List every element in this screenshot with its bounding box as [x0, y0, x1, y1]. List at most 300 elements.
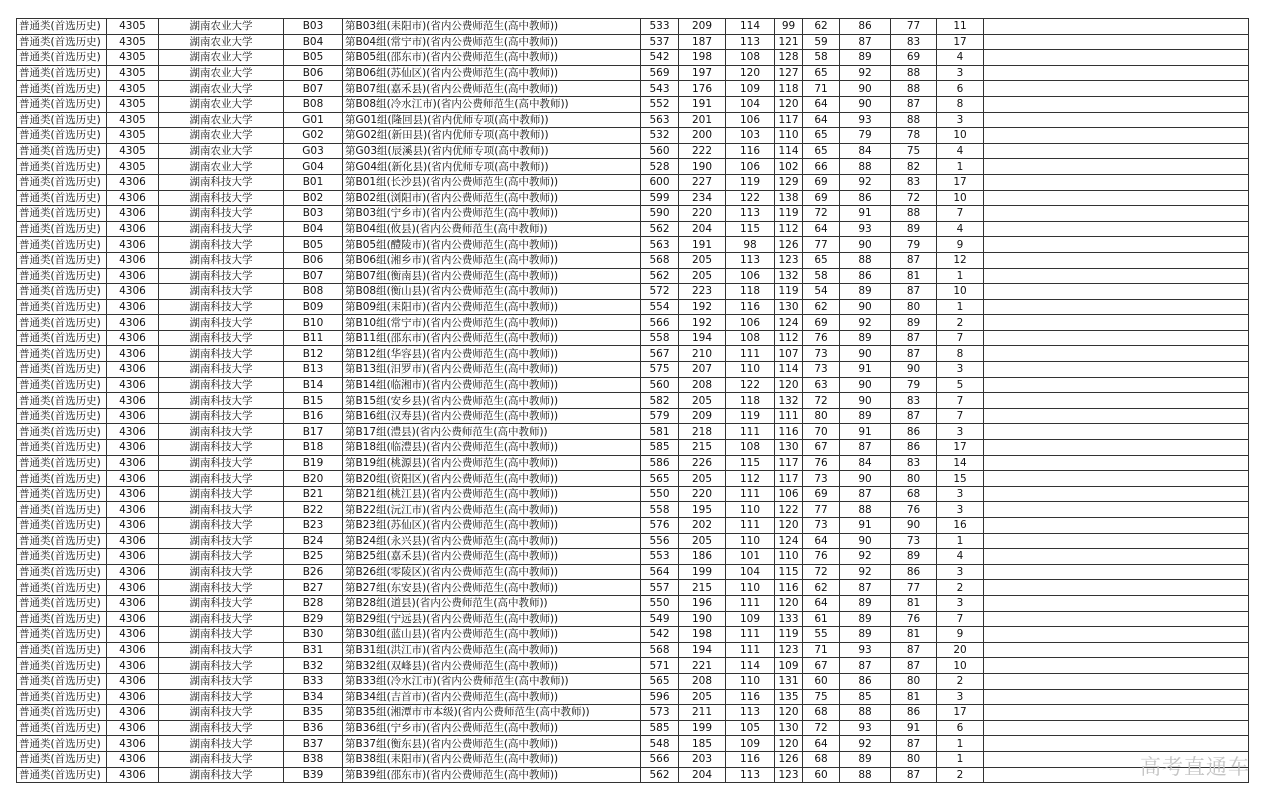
school-name-cell: 湖南科技大学: [159, 424, 284, 440]
group-code-cell: B31: [284, 642, 343, 658]
group-name-cell: 第B24组(永兴县)(省内公费师范生(高中教师)): [343, 533, 641, 549]
subject-d-cell: 89: [840, 751, 891, 767]
subject-a-cell: 118: [726, 284, 775, 300]
category-cell: 普通类(首选历史): [17, 96, 107, 112]
subject-b-cell: 106: [775, 486, 803, 502]
group-code-cell: B08: [284, 284, 343, 300]
subject-a-cell: 113: [726, 705, 775, 721]
subject-c-cell: 60: [803, 767, 840, 783]
subject-c-cell: 65: [803, 252, 840, 268]
subject-e-cell: 86: [891, 564, 937, 580]
school-code-cell: 4306: [107, 549, 159, 565]
rank-cell: 8: [937, 96, 984, 112]
school-name-cell: 湖南科技大学: [159, 455, 284, 471]
subject-c-cell: 77: [803, 237, 840, 253]
subject-d-cell: 87: [840, 440, 891, 456]
empty-cell: [984, 471, 1249, 487]
school-name-cell: 湖南科技大学: [159, 549, 284, 565]
rank-cell: 3: [937, 564, 984, 580]
empty-cell: [984, 455, 1249, 471]
group-name-cell: 第B22组(沅江市)(省内公费师范生(高中教师)): [343, 502, 641, 518]
chinese-math-cell: 198: [679, 627, 726, 643]
group-name-cell: 第B31组(洪江市)(省内公费师范生(高中教师)): [343, 642, 641, 658]
subject-b-cell: 124: [775, 533, 803, 549]
subject-c-cell: 69: [803, 486, 840, 502]
category-cell: 普通类(首选历史): [17, 595, 107, 611]
subject-c-cell: 65: [803, 143, 840, 159]
subject-e-cell: 80: [891, 299, 937, 315]
school-name-cell: 湖南科技大学: [159, 705, 284, 721]
total-score-cell: 582: [641, 393, 679, 409]
group-code-cell: B06: [284, 65, 343, 81]
subject-e-cell: 83: [891, 455, 937, 471]
total-score-cell: 556: [641, 533, 679, 549]
subject-d-cell: 89: [840, 330, 891, 346]
subject-a-cell: 105: [726, 720, 775, 736]
subject-b-cell: 120: [775, 377, 803, 393]
subject-b-cell: 123: [775, 767, 803, 783]
school-code-cell: 4306: [107, 533, 159, 549]
school-code-cell: 4306: [107, 751, 159, 767]
subject-b-cell: 130: [775, 720, 803, 736]
category-cell: 普通类(首选历史): [17, 237, 107, 253]
empty-cell: [984, 330, 1249, 346]
category-cell: 普通类(首选历史): [17, 689, 107, 705]
school-code-cell: 4305: [107, 50, 159, 66]
category-cell: 普通类(首选历史): [17, 642, 107, 658]
chinese-math-cell: 192: [679, 315, 726, 331]
table-row: [17, 424, 1249, 440]
subject-b-cell: 112: [775, 221, 803, 237]
subject-e-cell: 80: [891, 673, 937, 689]
subject-e-cell: 86: [891, 705, 937, 721]
subject-d-cell: 90: [840, 96, 891, 112]
school-code-cell: 4306: [107, 471, 159, 487]
school-name-cell: 湖南农业大学: [159, 128, 284, 144]
subject-a-cell: 111: [726, 595, 775, 611]
subject-e-cell: 90: [891, 362, 937, 378]
category-cell: 普通类(首选历史): [17, 174, 107, 190]
subject-e-cell: 75: [891, 143, 937, 159]
category-cell: 普通类(首选历史): [17, 362, 107, 378]
school-code-cell: 4306: [107, 362, 159, 378]
subject-e-cell: 80: [891, 471, 937, 487]
subject-b-cell: 126: [775, 237, 803, 253]
school-name-cell: 湖南科技大学: [159, 315, 284, 331]
subject-a-cell: 109: [726, 81, 775, 97]
subject-b-cell: 115: [775, 564, 803, 580]
group-name-cell: 第B36组(宁乡市)(省内公费师范生(高中教师)): [343, 720, 641, 736]
table-row: [17, 642, 1249, 658]
rank-cell: 10: [937, 190, 984, 206]
school-name-cell: 湖南科技大学: [159, 190, 284, 206]
table-row: [17, 658, 1249, 674]
rank-cell: 1: [937, 751, 984, 767]
subject-a-cell: 104: [726, 96, 775, 112]
total-score-cell: 553: [641, 549, 679, 565]
group-name-cell: 第B30组(蓝山县)(省内公费师范生(高中教师)): [343, 627, 641, 643]
empty-cell: [984, 393, 1249, 409]
category-cell: 普通类(首选历史): [17, 330, 107, 346]
subject-d-cell: 88: [840, 767, 891, 783]
subject-d-cell: 91: [840, 424, 891, 440]
table-row: [17, 330, 1249, 346]
school-code-cell: 4306: [107, 440, 159, 456]
school-code-cell: 4306: [107, 299, 159, 315]
category-cell: 普通类(首选历史): [17, 159, 107, 175]
group-name-cell: 第B10组(常宁市)(省内公费师范生(高中教师)): [343, 315, 641, 331]
subject-c-cell: 64: [803, 221, 840, 237]
empty-cell: [984, 486, 1249, 502]
category-cell: 普通类(首选历史): [17, 393, 107, 409]
chinese-math-cell: 205: [679, 252, 726, 268]
total-score-cell: 575: [641, 362, 679, 378]
subject-d-cell: 92: [840, 736, 891, 752]
subject-b-cell: 112: [775, 330, 803, 346]
group-name-cell: 第B21组(桃江县)(省内公费师范生(高中教师)): [343, 486, 641, 502]
subject-d-cell: 87: [840, 580, 891, 596]
subject-a-cell: 113: [726, 767, 775, 783]
subject-e-cell: 87: [891, 330, 937, 346]
category-cell: 普通类(首选历史): [17, 34, 107, 50]
total-score-cell: 528: [641, 159, 679, 175]
subject-c-cell: 64: [803, 112, 840, 128]
group-name-cell: 第B04组(常宁市)(省内公费师范生(高中教师)): [343, 34, 641, 50]
group-name-cell: 第B05组(邵东市)(省内公费师范生(高中教师)): [343, 50, 641, 66]
school-name-cell: 湖南农业大学: [159, 159, 284, 175]
school-code-cell: 4305: [107, 112, 159, 128]
subject-d-cell: 92: [840, 564, 891, 580]
subject-a-cell: 109: [726, 736, 775, 752]
chinese-math-cell: 198: [679, 50, 726, 66]
total-score-cell: 563: [641, 237, 679, 253]
subject-c-cell: 66: [803, 159, 840, 175]
rank-cell: 7: [937, 206, 984, 222]
total-score-cell: 552: [641, 96, 679, 112]
school-name-cell: 湖南科技大学: [159, 299, 284, 315]
school-name-cell: 湖南科技大学: [159, 627, 284, 643]
chinese-math-cell: 194: [679, 642, 726, 658]
subject-b-cell: 133: [775, 611, 803, 627]
subject-d-cell: 88: [840, 705, 891, 721]
group-code-cell: B26: [284, 564, 343, 580]
table-row: [17, 346, 1249, 362]
school-code-cell: 4306: [107, 393, 159, 409]
category-cell: 普通类(首选历史): [17, 221, 107, 237]
empty-cell: [984, 440, 1249, 456]
school-code-cell: 4306: [107, 658, 159, 674]
subject-d-cell: 91: [840, 362, 891, 378]
group-code-cell: B07: [284, 81, 343, 97]
empty-cell: [984, 268, 1249, 284]
table-row: [17, 502, 1249, 518]
school-code-cell: 4305: [107, 34, 159, 50]
rank-cell: 7: [937, 611, 984, 627]
subject-a-cell: 112: [726, 471, 775, 487]
subject-b-cell: 117: [775, 471, 803, 487]
group-code-cell: B30: [284, 627, 343, 643]
total-score-cell: 549: [641, 611, 679, 627]
empty-cell: [984, 284, 1249, 300]
chinese-math-cell: 234: [679, 190, 726, 206]
rank-cell: 3: [937, 424, 984, 440]
rank-cell: 17: [937, 174, 984, 190]
subject-d-cell: 90: [840, 81, 891, 97]
school-name-cell: 湖南科技大学: [159, 252, 284, 268]
category-cell: 普通类(首选历史): [17, 720, 107, 736]
subject-d-cell: 89: [840, 50, 891, 66]
subject-d-cell: 93: [840, 642, 891, 658]
table-row: [17, 408, 1249, 424]
subject-b-cell: 130: [775, 299, 803, 315]
subject-e-cell: 76: [891, 611, 937, 627]
subject-a-cell: 113: [726, 252, 775, 268]
group-code-cell: B22: [284, 502, 343, 518]
empty-cell: [984, 143, 1249, 159]
school-code-cell: 4306: [107, 330, 159, 346]
subject-c-cell: 72: [803, 720, 840, 736]
total-score-cell: 562: [641, 268, 679, 284]
subject-e-cell: 79: [891, 237, 937, 253]
empty-cell: [984, 580, 1249, 596]
school-name-cell: 湖南科技大学: [159, 658, 284, 674]
total-score-cell: 568: [641, 642, 679, 658]
subject-c-cell: 59: [803, 34, 840, 50]
subject-b-cell: 111: [775, 408, 803, 424]
table-row: [17, 751, 1249, 767]
subject-b-cell: 120: [775, 595, 803, 611]
subject-e-cell: 88: [891, 206, 937, 222]
subject-e-cell: 81: [891, 268, 937, 284]
school-name-cell: 湖南科技大学: [159, 595, 284, 611]
school-name-cell: 湖南科技大学: [159, 751, 284, 767]
subject-e-cell: 81: [891, 595, 937, 611]
subject-b-cell: 117: [775, 112, 803, 128]
chinese-math-cell: 196: [679, 595, 726, 611]
table-row: [17, 533, 1249, 549]
total-score-cell: 572: [641, 284, 679, 300]
subject-d-cell: 86: [840, 268, 891, 284]
table-row: [17, 549, 1249, 565]
table-row: [17, 595, 1249, 611]
group-code-cell: B19: [284, 455, 343, 471]
category-cell: 普通类(首选历史): [17, 346, 107, 362]
subject-b-cell: 120: [775, 96, 803, 112]
subject-d-cell: 89: [840, 595, 891, 611]
group-code-cell: B15: [284, 393, 343, 409]
subject-e-cell: 69: [891, 50, 937, 66]
empty-cell: [984, 642, 1249, 658]
group-code-cell: B08: [284, 96, 343, 112]
subject-c-cell: 73: [803, 346, 840, 362]
group-name-cell: 第B01组(长沙县)(省内公费师范生(高中教师)): [343, 174, 641, 190]
subject-d-cell: 86: [840, 190, 891, 206]
category-cell: 普通类(首选历史): [17, 377, 107, 393]
school-code-cell: 4306: [107, 627, 159, 643]
chinese-math-cell: 205: [679, 533, 726, 549]
subject-a-cell: 110: [726, 673, 775, 689]
school-name-cell: 湖南科技大学: [159, 767, 284, 783]
empty-cell: [984, 299, 1249, 315]
chinese-math-cell: 207: [679, 362, 726, 378]
table-row: [17, 440, 1249, 456]
school-name-cell: 湖南科技大学: [159, 393, 284, 409]
rank-cell: 10: [937, 658, 984, 674]
category-cell: 普通类(首选历史): [17, 767, 107, 783]
school-code-cell: 4306: [107, 564, 159, 580]
school-name-cell: 湖南农业大学: [159, 96, 284, 112]
category-cell: 普通类(首选历史): [17, 128, 107, 144]
rank-cell: 10: [937, 128, 984, 144]
rank-cell: 1: [937, 159, 984, 175]
school-code-cell: 4306: [107, 705, 159, 721]
total-score-cell: 564: [641, 564, 679, 580]
subject-a-cell: 115: [726, 455, 775, 471]
school-code-cell: 4306: [107, 408, 159, 424]
subject-a-cell: 114: [726, 19, 775, 35]
chinese-math-cell: 204: [679, 221, 726, 237]
total-score-cell: 565: [641, 673, 679, 689]
subject-a-cell: 113: [726, 206, 775, 222]
subject-a-cell: 122: [726, 190, 775, 206]
school-code-cell: 4306: [107, 190, 159, 206]
table-row: [17, 736, 1249, 752]
subject-e-cell: 80: [891, 751, 937, 767]
table-row: [17, 221, 1249, 237]
table-row: [17, 268, 1249, 284]
school-name-cell: 湖南农业大学: [159, 50, 284, 66]
group-code-cell: B13: [284, 362, 343, 378]
total-score-cell: 567: [641, 346, 679, 362]
subject-c-cell: 72: [803, 393, 840, 409]
school-code-cell: 4306: [107, 642, 159, 658]
group-name-cell: 第B39组(邵东市)(省内公费师范生(高中教师)): [343, 767, 641, 783]
subject-e-cell: 89: [891, 549, 937, 565]
rank-cell: 15: [937, 471, 984, 487]
subject-c-cell: 62: [803, 299, 840, 315]
total-score-cell: 560: [641, 143, 679, 159]
subject-e-cell: 81: [891, 689, 937, 705]
total-score-cell: 542: [641, 627, 679, 643]
rank-cell: 2: [937, 580, 984, 596]
rank-cell: 10: [937, 284, 984, 300]
school-code-cell: 4306: [107, 315, 159, 331]
group-code-cell: G02: [284, 128, 343, 144]
chinese-math-cell: 186: [679, 549, 726, 565]
school-code-cell: 4306: [107, 252, 159, 268]
total-score-cell: 542: [641, 50, 679, 66]
chinese-math-cell: 208: [679, 673, 726, 689]
subject-e-cell: 73: [891, 533, 937, 549]
category-cell: 普通类(首选历史): [17, 206, 107, 222]
subject-d-cell: 91: [840, 206, 891, 222]
rank-cell: 16: [937, 518, 984, 534]
subject-e-cell: 87: [891, 767, 937, 783]
subject-b-cell: 120: [775, 736, 803, 752]
category-cell: 普通类(首选历史): [17, 424, 107, 440]
rank-cell: 3: [937, 595, 984, 611]
rank-cell: 3: [937, 65, 984, 81]
subject-c-cell: 55: [803, 627, 840, 643]
subject-d-cell: 88: [840, 159, 891, 175]
subject-c-cell: 67: [803, 658, 840, 674]
subject-e-cell: 72: [891, 190, 937, 206]
empty-cell: [984, 627, 1249, 643]
total-score-cell: 573: [641, 705, 679, 721]
school-name-cell: 湖南科技大学: [159, 471, 284, 487]
rank-cell: 3: [937, 362, 984, 378]
category-cell: 普通类(首选历史): [17, 705, 107, 721]
school-name-cell: 湖南科技大学: [159, 221, 284, 237]
subject-c-cell: 65: [803, 65, 840, 81]
table-row: [17, 206, 1249, 222]
subject-d-cell: 87: [840, 34, 891, 50]
group-code-cell: B38: [284, 751, 343, 767]
school-name-cell: 湖南农业大学: [159, 34, 284, 50]
subject-a-cell: 106: [726, 315, 775, 331]
empty-cell: [984, 549, 1249, 565]
subject-b-cell: 132: [775, 393, 803, 409]
total-score-cell: 586: [641, 455, 679, 471]
rank-cell: 9: [937, 237, 984, 253]
subject-e-cell: 87: [891, 96, 937, 112]
total-score-cell: 596: [641, 689, 679, 705]
subject-b-cell: 120: [775, 705, 803, 721]
subject-c-cell: 67: [803, 440, 840, 456]
chinese-math-cell: 210: [679, 346, 726, 362]
category-cell: 普通类(首选历史): [17, 268, 107, 284]
group-name-cell: 第B09组(耒阳市)(省内公费师范生(高中教师)): [343, 299, 641, 315]
subject-b-cell: 128: [775, 50, 803, 66]
empty-cell: [984, 81, 1249, 97]
chinese-math-cell: 215: [679, 580, 726, 596]
subject-a-cell: 98: [726, 237, 775, 253]
subject-b-cell: 135: [775, 689, 803, 705]
subject-d-cell: 88: [840, 252, 891, 268]
rank-cell: 17: [937, 705, 984, 721]
table-row: [17, 81, 1249, 97]
school-name-cell: 湖南科技大学: [159, 642, 284, 658]
subject-e-cell: 86: [891, 440, 937, 456]
subject-d-cell: 79: [840, 128, 891, 144]
subject-a-cell: 106: [726, 159, 775, 175]
subject-a-cell: 119: [726, 408, 775, 424]
empty-cell: [984, 206, 1249, 222]
subject-b-cell: 118: [775, 81, 803, 97]
table-row: [17, 518, 1249, 534]
chinese-math-cell: 227: [679, 174, 726, 190]
subject-b-cell: 102: [775, 159, 803, 175]
subject-b-cell: 117: [775, 455, 803, 471]
empty-cell: [984, 252, 1249, 268]
table-row: [17, 673, 1249, 689]
subject-b-cell: 120: [775, 518, 803, 534]
subject-b-cell: 122: [775, 502, 803, 518]
group-name-cell: 第B08组(冷水江市)(省内公费师范生(高中教师)): [343, 96, 641, 112]
group-code-cell: G04: [284, 159, 343, 175]
category-cell: 普通类(首选历史): [17, 502, 107, 518]
group-name-cell: 第B23组(苏仙区)(省内公费师范生(高中教师)): [343, 518, 641, 534]
empty-cell: [984, 408, 1249, 424]
total-score-cell: 557: [641, 580, 679, 596]
table-row: [17, 284, 1249, 300]
school-code-cell: 4306: [107, 595, 159, 611]
total-score-cell: 562: [641, 221, 679, 237]
group-code-cell: B36: [284, 720, 343, 736]
subject-a-cell: 120: [726, 65, 775, 81]
school-code-cell: 4305: [107, 143, 159, 159]
rank-cell: 6: [937, 81, 984, 97]
